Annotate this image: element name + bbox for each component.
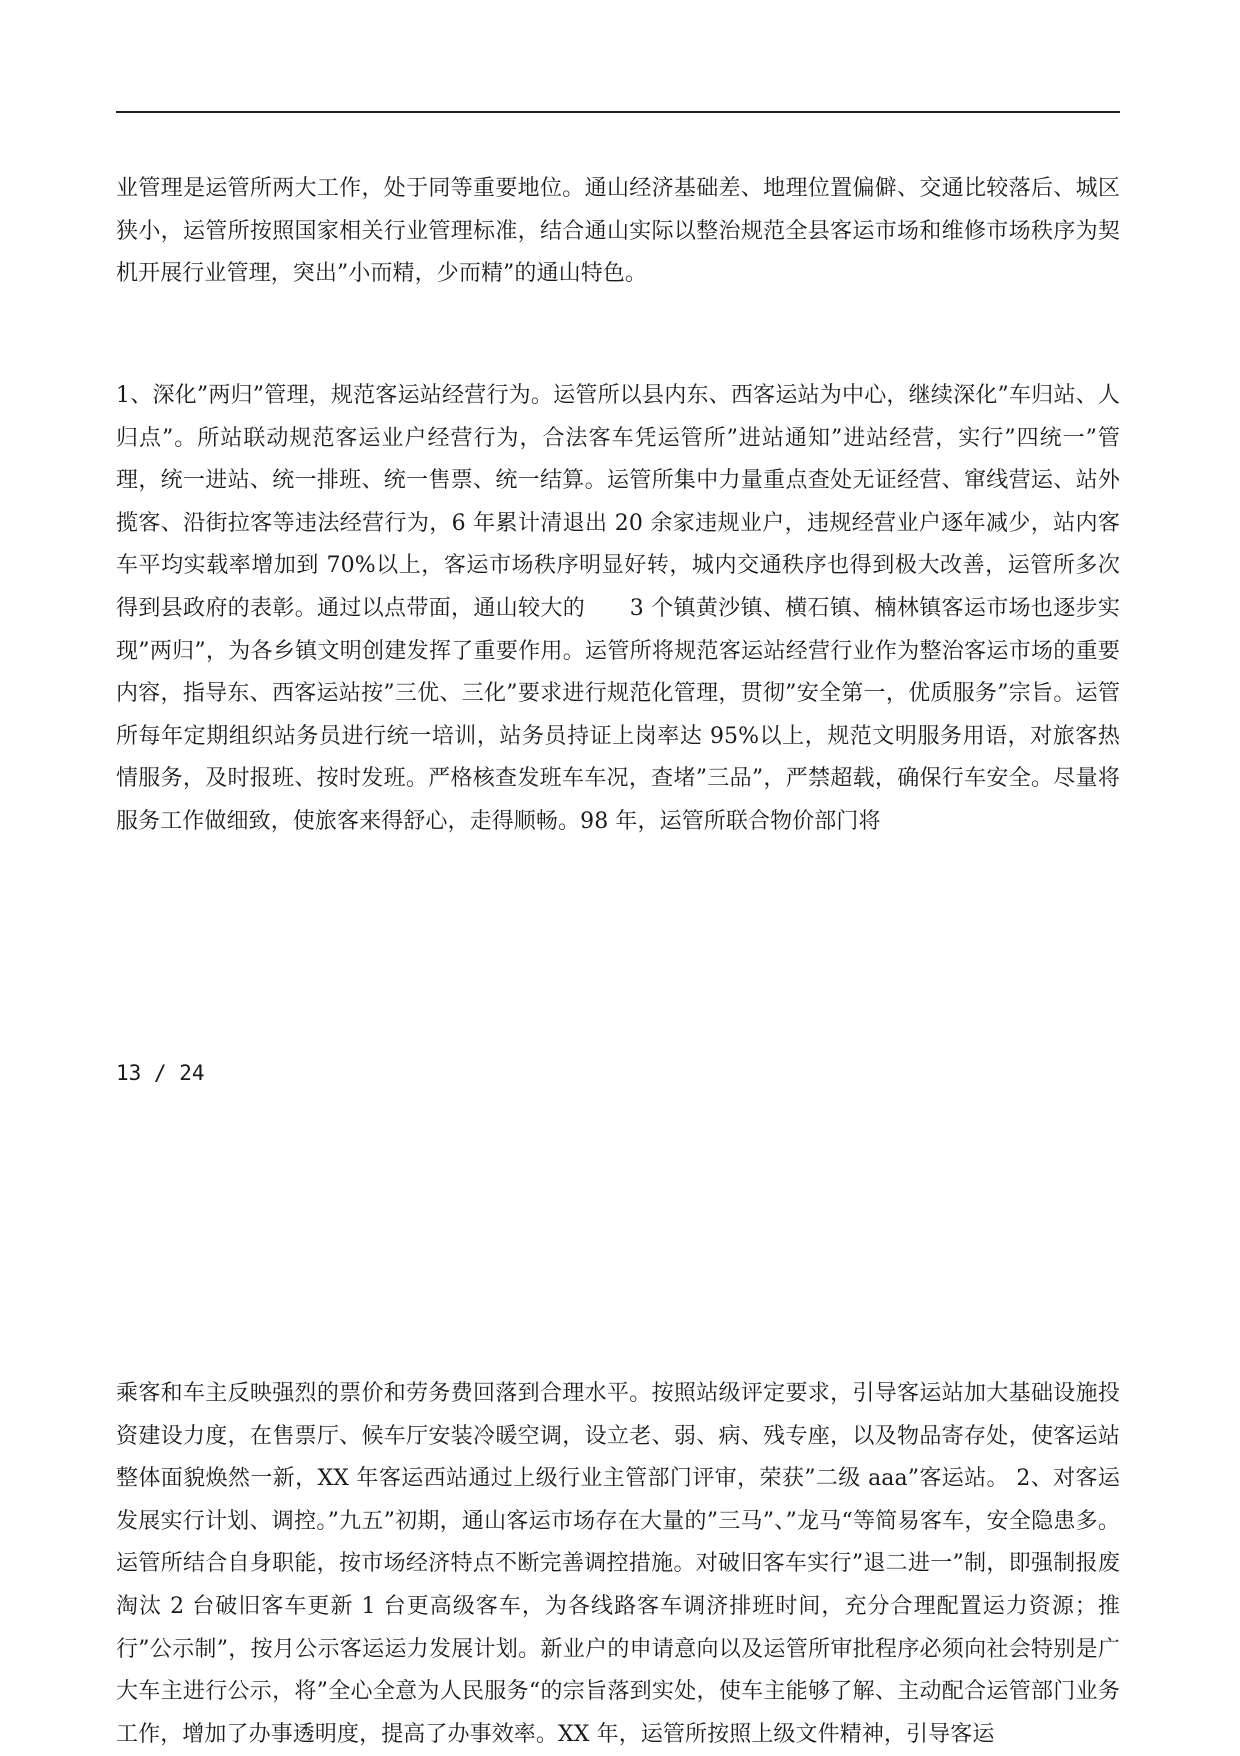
body-paragraph: 乘客和车主反映强烈的票价和劳务费回落到合理水平。按照站级评定要求，引导客运站加大基础设施投资建设力度，在售票厅、候车厅安装冷暖空调，设立老、弱、病、残专座，以及物品寄存处，使客运站整体面貌焕然一新，XX 年客运西站通过上级行业主管部门评审，荣获”二级 aaa”客运站。 2、对客运发展实行计划、调控。”九五”初期，通山客运市场存在大量的”三马”、”龙马“等简易客车，安全隐患多。运管所结合自身职能，按市场经济特点不断完善调控措施。对破旧客车实行”退二进一”制，即强制报废淘汰 2 台破旧客车更新 1 台更高级客车，为各线路客车调济排班时间，充分合理配置运力资源；推行”公示制”，按月公示客运运力发展计划。新业户的申请意向以及运管所审批程序必须向社会特别是广大车主进行公示，将”全心全意为人民服务“的宗旨落到实处，使车主能够了解、主动配合运管部门业务工作，增加了办事透明度，提高了办事效率。XX 年，运管所按照上级文件精神，引导客运 xyxy=(116,1381,1120,1747)
page-number: 13 / 24 xyxy=(116,1061,205,1085)
body-paragraph: 1、深化”两归”管理，规范客运站经营行为。运管所以县内东、西客运站为中心，继续深化”车归站、人归点”。所站联动规范客运业户经营行为，合法客车凭运管所”进站通知”进站经营，实行”四统一”管理，统一进站、统一排班、统一售票、统一结算。运管所集中力量重点查处无证经营、窜线营运、站外揽客、沿街拉客等违法经营行为，6 年累计清退出 20 余家违规业户，违规经营业户逐年减少，站内客车平均实载率增加到 70%以上，客运市场秩序明显好转，城内交通秩序也得到极大改善，运管所多次得到县政府的表彰。通过以点带面，通山较大的 3 个镇黄沙镇、横石镇、楠林镇客运市场也逐步实现”两归”，为各乡镇文明创建发挥了重要作用。运管所将规范客运站经营行业作为整治客运市场的重要内容，指导东、西客运站按”三优、三化”要求进行规范化管理，贯彻”安全第一，优质服务”宗旨。运管所每年定期组织站务员进行统一培训，站务员持证上岗率达 95%以上，规范文明服务用语，对旅客热情服务，及时报班、按时发班。严格核查发班车车况，查堵”三品”，严禁超载，确保行车安全。尽量将服务工作做细致，使旅客来得舒心，走得顺畅。98 年，运管所联合物价部门将 xyxy=(116,383,1120,834)
body-paragraph: 业管理是运管所两大工作，处于同等重要地位。通山经济基础差、地理位置偏僻、交通比较落后、城区狭小，运管所按照国家相关行业管理标准，结合通山实际以整治规范全县客运市场和维修市场秩序为契机开展行业管理，突出”小而精，少而精”的通山特色。 xyxy=(116,176,1120,287)
header-rule xyxy=(116,111,1120,113)
